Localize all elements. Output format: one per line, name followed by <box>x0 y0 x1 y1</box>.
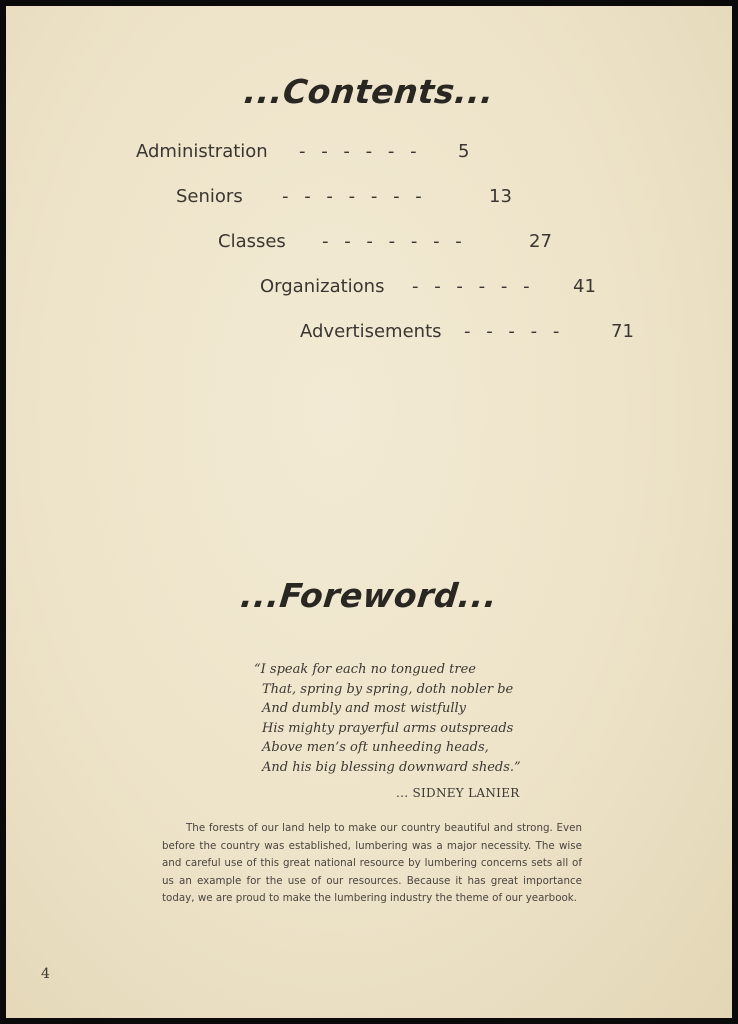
poem-line: That, spring by spring, doth nobler be <box>262 681 514 697</box>
toc-leader-dots: - - - - - - - <box>322 231 462 252</box>
toc-page-number: 27 <box>529 231 552 252</box>
toc-label: Administration <box>136 141 268 162</box>
foreword-paragraph: The forests of our land help to make our country beautiful and strong. Even before the country was established, lumbering was a major necessity. The wise and careful use of this great national resource by lumbering concerns sets all of us an example for the use of our resources. Because it has great importance today, we are proud to make the lumbering industry the theme of our yearbook. <box>162 822 582 904</box>
page-number: 4 <box>41 966 50 982</box>
yearbook-page <box>6 6 732 1018</box>
poem-line: His mighty prayerful arms outspreads <box>262 720 514 736</box>
toc-page-number: 71 <box>611 321 634 342</box>
poem-quote <box>254 660 521 777</box>
toc-label: Organizations <box>260 276 385 297</box>
foreword-heading: ...Foreword... <box>238 576 500 615</box>
toc-leader-dots: - - - - - - <box>412 276 530 297</box>
toc-leader-dots: - - - - - - - <box>282 186 422 207</box>
poem-line: Above men’s oft unheeding heads, <box>262 740 489 755</box>
contents-heading: ...Contents... <box>242 72 496 111</box>
toc-label: Advertisements <box>300 321 442 342</box>
toc-label: Classes <box>218 231 286 252</box>
toc-page-number: 13 <box>489 186 512 207</box>
toc-leader-dots: - - - - - - <box>299 141 417 162</box>
poem-line: “I speak for each no tongued tree <box>254 662 476 677</box>
toc-label: Seniors <box>176 186 243 207</box>
poem-attribution: ... SIDNEY LANIER <box>396 786 520 800</box>
toc-page-number: 41 <box>573 276 596 297</box>
poem-line: And his big blessing downward sheds.” <box>262 759 521 775</box>
toc-page-number: 5 <box>458 141 470 162</box>
poem-line: And dumbly and most wistfully <box>262 701 466 716</box>
toc-leader-dots: - - - - - <box>464 321 560 342</box>
